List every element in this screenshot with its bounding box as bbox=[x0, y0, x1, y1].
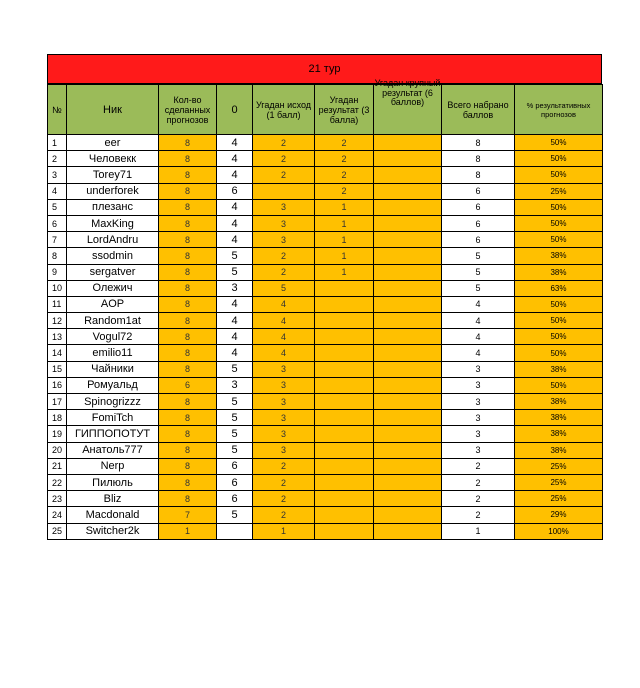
row-number: 15 bbox=[48, 361, 67, 377]
row-number: 6 bbox=[48, 215, 67, 231]
outcome-cell: 1 bbox=[253, 523, 315, 539]
result-cell bbox=[315, 523, 374, 539]
total-cell: 6 bbox=[442, 215, 515, 231]
outcome-cell: 3 bbox=[253, 199, 315, 215]
table-row bbox=[48, 264, 603, 280]
big-result-cell bbox=[374, 523, 442, 539]
nick-cell: Macdonald bbox=[67, 507, 159, 523]
forecasts-cell: 8 bbox=[159, 151, 217, 167]
zero-cell: 3 bbox=[217, 377, 253, 393]
row-number: 2 bbox=[48, 151, 67, 167]
row-number: 1 bbox=[48, 135, 67, 151]
row-number: 16 bbox=[48, 377, 67, 393]
table-row bbox=[48, 135, 603, 151]
nick-cell: LordAndru bbox=[67, 232, 159, 248]
percent-cell: 38% bbox=[515, 442, 603, 458]
total-cell: 5 bbox=[442, 264, 515, 280]
outcome-cell: 2 bbox=[253, 151, 315, 167]
forecasts-cell: 8 bbox=[159, 458, 217, 474]
big-result-cell bbox=[374, 135, 442, 151]
zero-cell: 5 bbox=[217, 248, 253, 264]
forecasts-cell: 8 bbox=[159, 167, 217, 183]
total-cell: 3 bbox=[442, 394, 515, 410]
row-number: 11 bbox=[48, 296, 67, 312]
zero-cell: 5 bbox=[217, 410, 253, 426]
big-result-cell bbox=[374, 296, 442, 312]
outcome-cell: 3 bbox=[253, 361, 315, 377]
forecasts-cell: 8 bbox=[159, 264, 217, 280]
result-cell bbox=[315, 442, 374, 458]
nick-cell: Nerp bbox=[67, 458, 159, 474]
forecasts-cell: 8 bbox=[159, 394, 217, 410]
result-cell bbox=[315, 329, 374, 345]
result-cell bbox=[315, 474, 374, 490]
zero-cell: 5 bbox=[217, 442, 253, 458]
outcome-cell: 2 bbox=[253, 135, 315, 151]
outcome-cell: 2 bbox=[253, 474, 315, 490]
big-result-cell bbox=[374, 183, 442, 199]
table-row bbox=[48, 410, 603, 426]
header-row bbox=[48, 85, 603, 135]
percent-cell: 50% bbox=[515, 199, 603, 215]
round-title: 21 тур bbox=[47, 54, 602, 84]
header-nick: Ник bbox=[67, 85, 159, 135]
big-result-cell bbox=[374, 507, 442, 523]
table-row bbox=[48, 377, 603, 393]
big-result-cell bbox=[374, 280, 442, 296]
row-number: 8 bbox=[48, 248, 67, 264]
big-result-cell bbox=[374, 215, 442, 231]
percent-cell: 38% bbox=[515, 394, 603, 410]
big-result-cell bbox=[374, 410, 442, 426]
result-cell bbox=[315, 394, 374, 410]
nick-cell: Random1at bbox=[67, 313, 159, 329]
result-cell bbox=[315, 458, 374, 474]
table-row bbox=[48, 248, 603, 264]
table-row bbox=[48, 280, 603, 296]
total-cell: 5 bbox=[442, 248, 515, 264]
forecasts-cell: 8 bbox=[159, 280, 217, 296]
percent-cell: 29% bbox=[515, 507, 603, 523]
big-result-cell bbox=[374, 313, 442, 329]
row-number: 24 bbox=[48, 507, 67, 523]
nick-cell: Чайники bbox=[67, 361, 159, 377]
table-row bbox=[48, 167, 603, 183]
total-cell: 3 bbox=[442, 426, 515, 442]
forecasts-cell: 8 bbox=[159, 232, 217, 248]
forecasts-cell: 8 bbox=[159, 361, 217, 377]
table-row bbox=[48, 345, 603, 361]
big-result-cell bbox=[374, 199, 442, 215]
percent-cell: 25% bbox=[515, 491, 603, 507]
table-row bbox=[48, 329, 603, 345]
percent-cell: 50% bbox=[515, 377, 603, 393]
result-cell: 1 bbox=[315, 232, 374, 248]
total-cell: 4 bbox=[442, 313, 515, 329]
zero-cell: 4 bbox=[217, 135, 253, 151]
result-cell: 2 bbox=[315, 135, 374, 151]
forecasts-cell: 8 bbox=[159, 329, 217, 345]
zero-cell: 5 bbox=[217, 507, 253, 523]
nick-cell: Пилюль bbox=[67, 474, 159, 490]
forecasts-cell: 8 bbox=[159, 442, 217, 458]
nick-cell: eer bbox=[67, 135, 159, 151]
nick-cell: Человекк bbox=[67, 151, 159, 167]
zero-cell: 4 bbox=[217, 232, 253, 248]
table-row bbox=[48, 199, 603, 215]
outcome-cell: 2 bbox=[253, 507, 315, 523]
zero-cell: 3 bbox=[217, 280, 253, 296]
percent-cell: 50% bbox=[515, 215, 603, 231]
row-number: 19 bbox=[48, 426, 67, 442]
big-result-cell bbox=[374, 491, 442, 507]
percent-cell: 50% bbox=[515, 329, 603, 345]
big-result-cell bbox=[374, 426, 442, 442]
table-body bbox=[48, 135, 603, 540]
percent-cell: 25% bbox=[515, 474, 603, 490]
big-result-cell bbox=[374, 248, 442, 264]
table-row bbox=[48, 361, 603, 377]
forecasts-cell: 8 bbox=[159, 345, 217, 361]
zero-cell: 4 bbox=[217, 167, 253, 183]
big-result-cell bbox=[374, 458, 442, 474]
total-cell: 4 bbox=[442, 345, 515, 361]
row-number: 12 bbox=[48, 313, 67, 329]
table-row bbox=[48, 313, 603, 329]
header-forecasts: Кол-во сделанных прогнозов bbox=[159, 85, 217, 135]
big-result-cell bbox=[374, 394, 442, 410]
forecasts-cell: 8 bbox=[159, 215, 217, 231]
outcome-cell: 2 bbox=[253, 248, 315, 264]
total-cell: 6 bbox=[442, 232, 515, 248]
zero-cell bbox=[217, 523, 253, 539]
total-cell: 6 bbox=[442, 199, 515, 215]
row-number: 21 bbox=[48, 458, 67, 474]
result-cell bbox=[315, 410, 374, 426]
row-number: 22 bbox=[48, 474, 67, 490]
table-row bbox=[48, 442, 603, 458]
total-cell: 3 bbox=[442, 377, 515, 393]
total-cell: 2 bbox=[442, 458, 515, 474]
row-number: 20 bbox=[48, 442, 67, 458]
row-number: 13 bbox=[48, 329, 67, 345]
nick-cell: emilio11 bbox=[67, 345, 159, 361]
outcome-cell: 3 bbox=[253, 426, 315, 442]
header-big-result: Угадан крупный результат (6 баллов) bbox=[374, 85, 442, 135]
big-result-cell bbox=[374, 151, 442, 167]
forecasts-cell: 8 bbox=[159, 313, 217, 329]
percent-cell: 50% bbox=[515, 313, 603, 329]
total-cell: 8 bbox=[442, 167, 515, 183]
outcome-cell: 3 bbox=[253, 394, 315, 410]
forecasts-cell: 8 bbox=[159, 248, 217, 264]
nick-cell: Олежич bbox=[67, 280, 159, 296]
forecasts-cell: 8 bbox=[159, 135, 217, 151]
big-result-cell bbox=[374, 361, 442, 377]
nick-cell: ГИППОПОТУТ bbox=[67, 426, 159, 442]
big-result-cell bbox=[374, 264, 442, 280]
zero-cell: 5 bbox=[217, 394, 253, 410]
header-result: Угадан результат (3 балла) bbox=[315, 85, 374, 135]
nick-cell: Torey71 bbox=[67, 167, 159, 183]
nick-cell: Bliz bbox=[67, 491, 159, 507]
result-cell bbox=[315, 507, 374, 523]
nick-cell: FomiTch bbox=[67, 410, 159, 426]
total-cell: 1 bbox=[442, 523, 515, 539]
row-number: 18 bbox=[48, 410, 67, 426]
table-row bbox=[48, 491, 603, 507]
outcome-cell: 4 bbox=[253, 313, 315, 329]
outcome-cell bbox=[253, 183, 315, 199]
forecasts-cell: 8 bbox=[159, 474, 217, 490]
outcome-cell: 3 bbox=[253, 377, 315, 393]
zero-cell: 4 bbox=[217, 199, 253, 215]
result-cell: 1 bbox=[315, 215, 374, 231]
total-cell: 5 bbox=[442, 280, 515, 296]
result-cell: 2 bbox=[315, 151, 374, 167]
zero-cell: 4 bbox=[217, 215, 253, 231]
zero-cell: 5 bbox=[217, 264, 253, 280]
zero-cell: 4 bbox=[217, 296, 253, 312]
big-result-cell bbox=[374, 442, 442, 458]
forecasts-cell: 8 bbox=[159, 183, 217, 199]
result-cell: 1 bbox=[315, 264, 374, 280]
percent-cell: 50% bbox=[515, 151, 603, 167]
results-table bbox=[47, 78, 603, 540]
table-row bbox=[48, 232, 603, 248]
outcome-cell: 2 bbox=[253, 264, 315, 280]
outcome-cell: 5 bbox=[253, 280, 315, 296]
percent-cell: 38% bbox=[515, 410, 603, 426]
big-result-cell bbox=[374, 474, 442, 490]
row-number: 14 bbox=[48, 345, 67, 361]
table-row bbox=[48, 183, 603, 199]
result-cell bbox=[315, 345, 374, 361]
result-cell bbox=[315, 377, 374, 393]
result-cell bbox=[315, 361, 374, 377]
table-row bbox=[48, 394, 603, 410]
outcome-cell: 2 bbox=[253, 458, 315, 474]
result-cell bbox=[315, 491, 374, 507]
percent-cell: 38% bbox=[515, 248, 603, 264]
table-row bbox=[48, 151, 603, 167]
percent-cell: 50% bbox=[515, 232, 603, 248]
row-number: 10 bbox=[48, 280, 67, 296]
nick-cell: Switcher2k bbox=[67, 523, 159, 539]
forecasts-cell: 1 bbox=[159, 523, 217, 539]
forecasts-cell: 8 bbox=[159, 426, 217, 442]
nick-cell: ssodmin bbox=[67, 248, 159, 264]
table-row bbox=[48, 215, 603, 231]
percent-cell: 25% bbox=[515, 183, 603, 199]
big-result-cell bbox=[374, 345, 442, 361]
row-number: 4 bbox=[48, 183, 67, 199]
nick-cell: MaxKing bbox=[67, 215, 159, 231]
nick-cell: AOP bbox=[67, 296, 159, 312]
table-row bbox=[48, 296, 603, 312]
table-row bbox=[48, 458, 603, 474]
nick-cell: Spinogrizzz bbox=[67, 394, 159, 410]
outcome-cell: 3 bbox=[253, 410, 315, 426]
zero-cell: 6 bbox=[217, 458, 253, 474]
percent-cell: 38% bbox=[515, 426, 603, 442]
result-cell: 2 bbox=[315, 167, 374, 183]
percent-cell: 38% bbox=[515, 361, 603, 377]
forecasts-cell: 7 bbox=[159, 507, 217, 523]
forecasts-cell: 8 bbox=[159, 296, 217, 312]
table-row bbox=[48, 523, 603, 539]
row-number: 25 bbox=[48, 523, 67, 539]
total-cell: 3 bbox=[442, 442, 515, 458]
header-percent: % результативных прогнозов bbox=[515, 85, 603, 135]
percent-cell: 50% bbox=[515, 345, 603, 361]
big-result-cell bbox=[374, 329, 442, 345]
nick-cell: sergatver bbox=[67, 264, 159, 280]
row-number: 17 bbox=[48, 394, 67, 410]
total-cell: 4 bbox=[442, 296, 515, 312]
result-cell bbox=[315, 280, 374, 296]
nick-cell: Ромуальд bbox=[67, 377, 159, 393]
total-cell: 2 bbox=[442, 507, 515, 523]
percent-cell: 38% bbox=[515, 264, 603, 280]
outcome-cell: 4 bbox=[253, 345, 315, 361]
header-total: Всего набрано баллов bbox=[442, 85, 515, 135]
results-sheet bbox=[47, 54, 602, 540]
big-result-cell bbox=[374, 232, 442, 248]
zero-cell: 5 bbox=[217, 361, 253, 377]
big-result-cell bbox=[374, 167, 442, 183]
total-cell: 2 bbox=[442, 474, 515, 490]
outcome-cell: 3 bbox=[253, 215, 315, 231]
total-cell: 2 bbox=[442, 491, 515, 507]
forecasts-cell: 8 bbox=[159, 491, 217, 507]
percent-cell: 63% bbox=[515, 280, 603, 296]
result-cell: 2 bbox=[315, 183, 374, 199]
outcome-cell: 3 bbox=[253, 232, 315, 248]
outcome-cell: 3 bbox=[253, 442, 315, 458]
outcome-cell: 2 bbox=[253, 491, 315, 507]
zero-cell: 6 bbox=[217, 183, 253, 199]
row-number: 3 bbox=[48, 167, 67, 183]
row-number: 5 bbox=[48, 199, 67, 215]
outcome-cell: 4 bbox=[253, 296, 315, 312]
total-cell: 4 bbox=[442, 329, 515, 345]
result-cell bbox=[315, 296, 374, 312]
table-row bbox=[48, 426, 603, 442]
row-number: 9 bbox=[48, 264, 67, 280]
zero-cell: 4 bbox=[217, 329, 253, 345]
outcome-cell: 4 bbox=[253, 329, 315, 345]
percent-cell: 100% bbox=[515, 523, 603, 539]
percent-cell: 50% bbox=[515, 167, 603, 183]
table-row bbox=[48, 474, 603, 490]
header-outcome: Угадан исход (1 балл) bbox=[253, 85, 315, 135]
header-zero: 0 bbox=[217, 85, 253, 135]
zero-cell: 4 bbox=[217, 345, 253, 361]
big-result-cell bbox=[374, 377, 442, 393]
zero-cell: 4 bbox=[217, 151, 253, 167]
row-number: 23 bbox=[48, 491, 67, 507]
forecasts-cell: 8 bbox=[159, 410, 217, 426]
total-cell: 3 bbox=[442, 410, 515, 426]
percent-cell: 25% bbox=[515, 458, 603, 474]
nick-cell: Анатоль777 bbox=[67, 442, 159, 458]
total-cell: 8 bbox=[442, 151, 515, 167]
total-cell: 6 bbox=[442, 183, 515, 199]
forecasts-cell: 6 bbox=[159, 377, 217, 393]
outcome-cell: 2 bbox=[253, 167, 315, 183]
zero-cell: 6 bbox=[217, 491, 253, 507]
result-cell bbox=[315, 426, 374, 442]
total-cell: 3 bbox=[442, 361, 515, 377]
percent-cell: 50% bbox=[515, 296, 603, 312]
result-cell: 1 bbox=[315, 199, 374, 215]
zero-cell: 4 bbox=[217, 313, 253, 329]
forecasts-cell: 8 bbox=[159, 199, 217, 215]
percent-cell: 50% bbox=[515, 135, 603, 151]
zero-cell: 5 bbox=[217, 426, 253, 442]
nick-cell: underforek bbox=[67, 183, 159, 199]
header-num: № bbox=[48, 85, 67, 135]
row-number: 7 bbox=[48, 232, 67, 248]
zero-cell: 6 bbox=[217, 474, 253, 490]
nick-cell: плезанс bbox=[67, 199, 159, 215]
total-cell: 8 bbox=[442, 135, 515, 151]
nick-cell: Vogul72 bbox=[67, 329, 159, 345]
table-row bbox=[48, 507, 603, 523]
result-cell: 1 bbox=[315, 248, 374, 264]
result-cell bbox=[315, 313, 374, 329]
